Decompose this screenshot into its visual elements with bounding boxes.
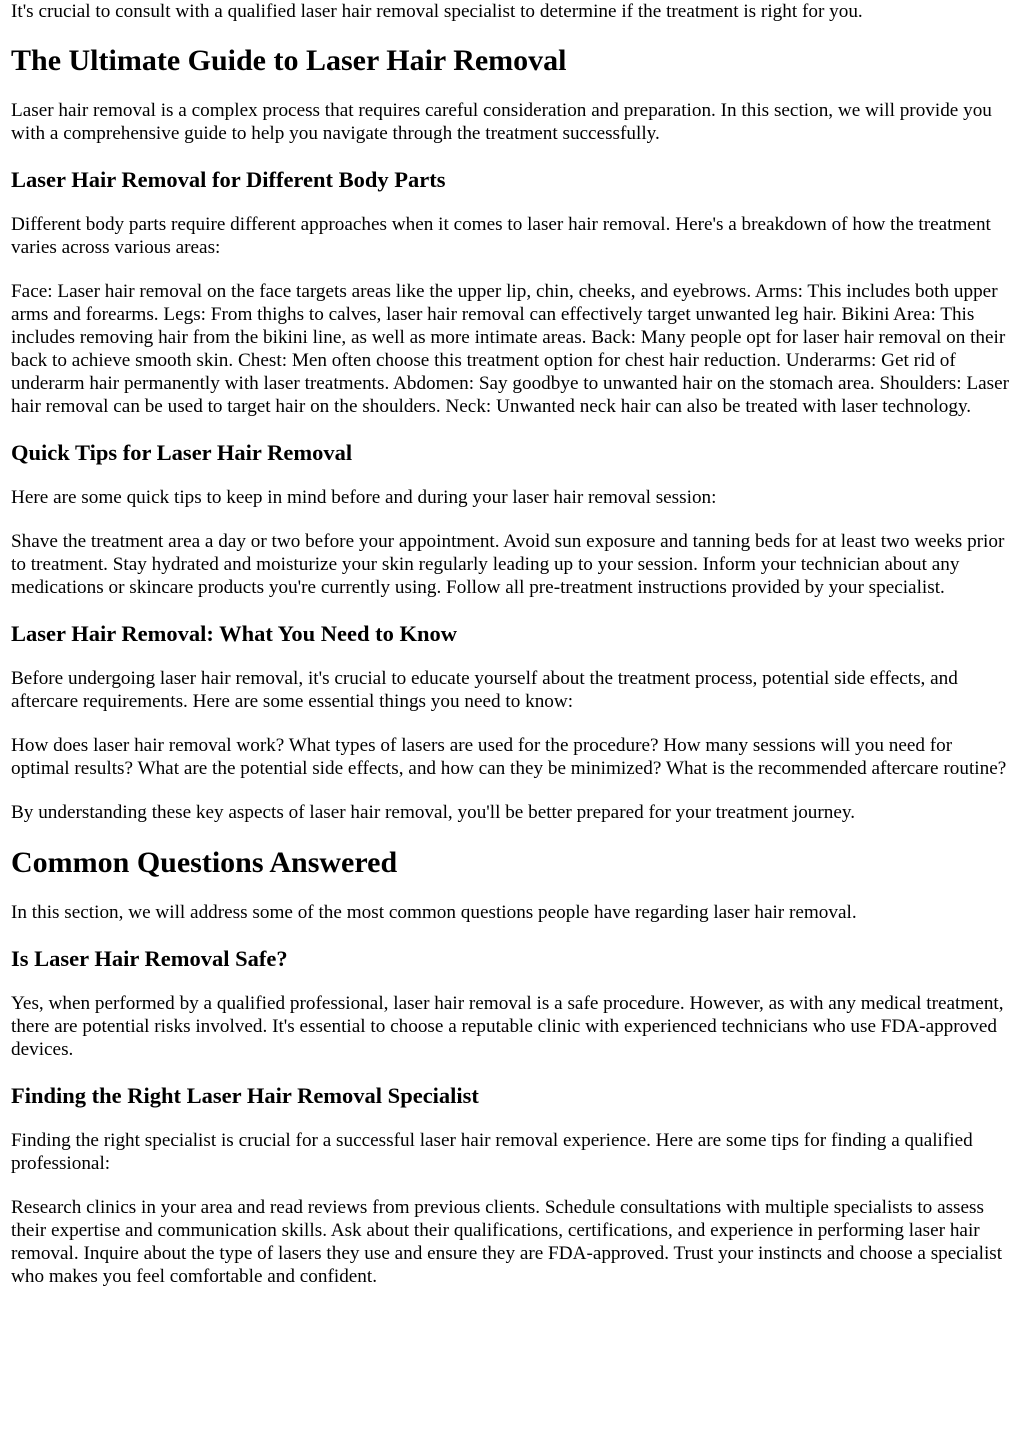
body-parts-list: Face: Laser hair removal on the face targets areas like the upper lip, chin, cheeks, and eyebrows. Arms: This includes both upper arms and forearms. Legs: From thighs to calves, laser hair removal can effectively target unwanted leg hair. Bikini Area: This includes removing hair from the bikini line, as well as more intimate areas. Back: Many people opt for laser hair removal on their back to achieve smooth skin. Chest: Men often choose this treatment option for chest hair reduction. Underarms: Get rid of underarm hair permanently with laser treatments. Abdomen: Say goodbye to unwanted hair on the stomach area. Shoulders: Laser hair removal can be used to target hair on the shoulders. Neck: Unwanted neck hair can also be treated with laser technology. — [11, 281, 1009, 417]
safe-text: Yes, when performed by a qualified professional, laser hair removal is a safe procedure. However, as with any medical treatment, there are potential risks involved. It's essential to choose a reputable clinic with experienced technicians who use FDA-approved devices. — [11, 993, 1004, 1060]
need-to-know-intro: Before undergoing laser hair removal, it's crucial to educate yourself about the treatment process, potential side effects, and aftercare requirements. Here are some essential things you need to know: — [11, 668, 958, 712]
need-to-know-heading: Laser Hair Removal: What You Need to Know — [11, 621, 458, 646]
quick-tips-heading: Quick Tips for Laser Hair Removal — [11, 440, 353, 465]
guide-intro: Laser hair removal is a complex process that requires careful consideration and preparation. In this section, we will provide you with a comprehensive guide to help you navigate through the treatment successfully. — [11, 100, 992, 144]
need-to-know-closing: By understanding these key aspects of laser hair removal, you'll be better prepared for your treatment journey. — [11, 802, 856, 823]
specialist-heading: Finding the Right Laser Hair Removal Specialist — [11, 1083, 479, 1108]
specialist-intro: Finding the right specialist is crucial for a successful laser hair removal experience. Here are some tips for finding a qualified professional: — [11, 1130, 973, 1174]
body-parts-intro: Different body parts require different approaches when it comes to laser hair removal. Here's a breakdown of how the treatment varies across various areas: — [11, 214, 991, 258]
specialist-list: Research clinics in your area and read reviews from previous clients. Schedule consultations with multiple specialists to assess their expertise and communication skills. Ask about their qualifications, certifications, and experience in performing laser hair removal. Inquire about the type of lasers they use and ensure they are FDA-approved. Trust your instincts and choose a specialist who makes you feel comfortable and confident. — [11, 1197, 1003, 1287]
safe-heading: Is Laser Hair Removal Safe? — [11, 946, 288, 971]
need-to-know-list: How does laser hair removal work? What types of lasers are used for the procedure? How many sessions will you need for optimal results? What are the potential side effects, and how can they be minimized? What is the recommended aftercare routine? — [11, 735, 1007, 779]
questions-title: Common Questions Answered — [11, 846, 398, 879]
guide-title: The Ultimate Guide to Laser Hair Removal — [11, 44, 567, 77]
intro-paragraph: It's crucial to consult with a qualified laser hair removal specialist to determine if the treatment is right for you. — [11, 1, 863, 22]
quick-tips-list: Shave the treatment area a day or two before your appointment. Avoid sun exposure and tanning beds for at least two weeks prior to treatment. Stay hydrated and moisturize your skin regularly leading up to your session. Inform your technician about any medications or skincare products you're currently using. Follow all pre-treatment instructions provided by your specialist. — [11, 531, 1005, 598]
quick-tips-intro: Here are some quick tips to keep in mind before and during your laser hair removal session: — [11, 487, 717, 508]
questions-intro: In this section, we will address some of the most common questions people have regarding laser hair removal. — [11, 902, 857, 923]
body-parts-heading: Laser Hair Removal for Different Body Parts — [11, 167, 446, 192]
